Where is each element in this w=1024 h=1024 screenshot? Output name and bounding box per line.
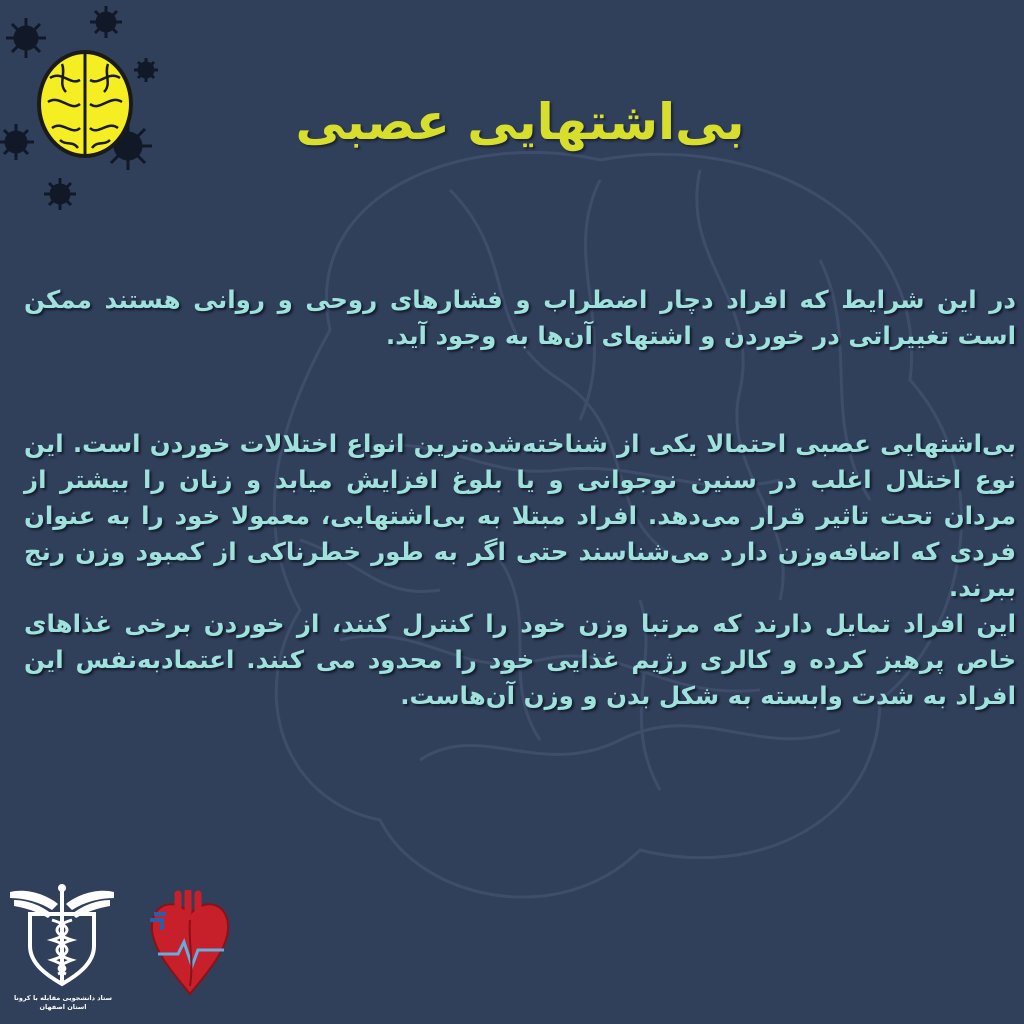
logo-caption-line1: ستاد دانشجویی مقابله با کرونا (13, 994, 113, 1002)
virus-icon (134, 58, 158, 82)
caduceus-logo (6, 880, 118, 990)
virus-icon (6, 18, 46, 58)
brain-virus-icon (0, 0, 170, 220)
paragraph-behavior: این افراد تمایل دارند که مرتبا وزن خود را کنترل کنند، از خوردن برخی غذاهای خاص پرهیز کرده و کالری رژیم غذایی خود را محدود می کنند. اعتمادبه‌نفس این افراد به شدت وابسته به شکل بدن و وزن آن‌هاست. (24, 609, 1016, 710)
page-title: بی‌اشتهایی عصبی (295, 93, 745, 151)
virus-icon (44, 178, 76, 210)
virus-icon (0, 124, 34, 160)
logo-caption-line2: استان اصفهان (39, 1003, 87, 1011)
logo-caption (8, 994, 118, 1012)
virus-icon (90, 6, 122, 38)
paragraph-intro: در این شرایط که افراد دچار اضطراب و فشارهای روحی و روانی هستند ممکن است تغییراتی در خوردن و اشتهای آن‌ها به وجود آید. (24, 285, 1016, 350)
paragraph-definition: بی‌اشتهایی عصبی احتمالا یکی از شناخته‌شده‌ترین انواع اختلالات خوردن است. این نوع اختلال اغلب در سنین نوجوانی و یا بلوغ افزایش میابد و زنان را بیشتر از مردان تحت تاثیر قرار می‌دهد. افراد مبتلا به بی‌اشتهایی، معمولا خود را به عنوان فردی که اضافه‌وزن دارد می‌شناسند حتی اگر به طور خطرناکی از کمبود وزن رنج ببرند. (24, 429, 1016, 602)
article-body (24, 282, 1016, 714)
brain-icon (39, 52, 131, 156)
heart-logo (144, 890, 236, 1000)
